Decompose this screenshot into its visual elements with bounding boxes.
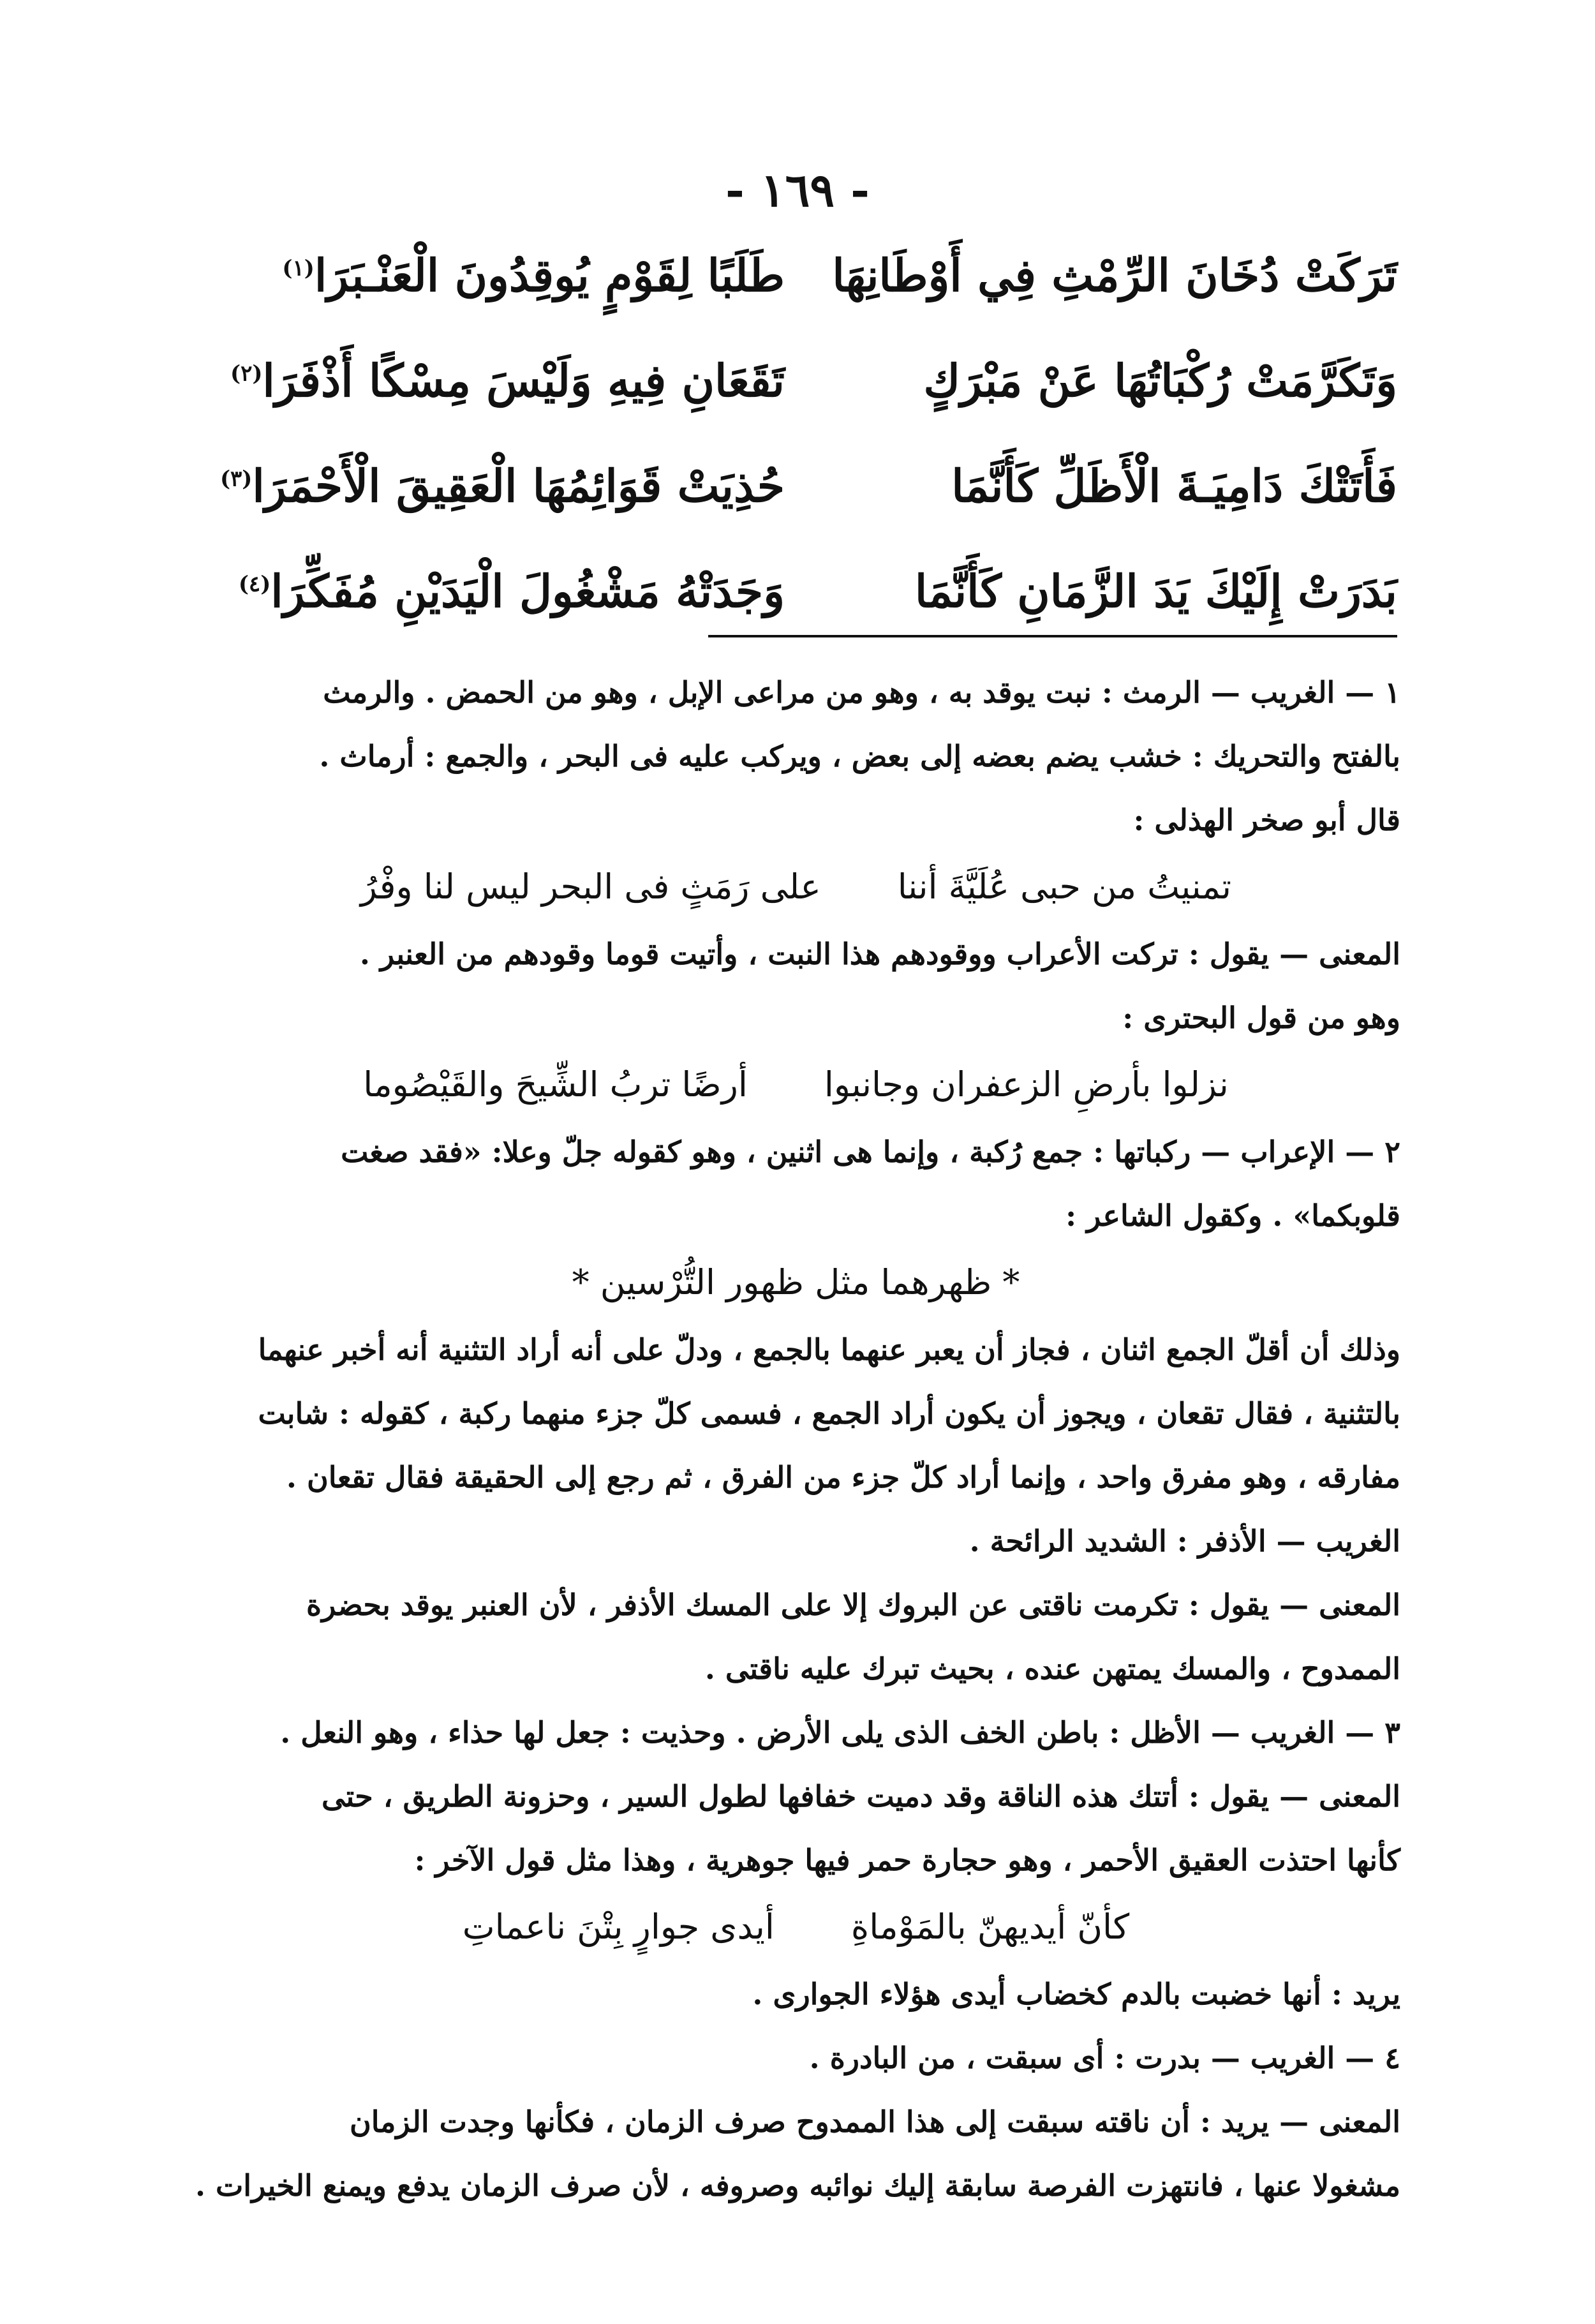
verse-4-first-hemistich: بَدَرَتْ إِلَيْكَ يَدَ الزَّمَانِ كَأَنَّمَا: [914, 565, 1397, 618]
note-line: المعنى — يقول : تكرمت ناقتى عن البروك إلا على المسك الأذفر ، لأن العنبر يوقد بحضرة: [306, 1588, 1400, 1622]
note-line: يريد : أنها خضبت بالدم كخضاب أيدى هؤلاء الجوارى .: [752, 1977, 1400, 2011]
footnote-divider: [708, 635, 1397, 637]
quoted-hemistich: أيدى جوارٍ بِتْنَ ناعماتِ: [462, 1907, 775, 1947]
note-line: ٤ — الغريب — بدرت : أى سبقت ، من البادرة .: [809, 2041, 1400, 2075]
note-line: قلوبكما» . وكقول الشاعر :: [1065, 1198, 1400, 1233]
poem-verses: [211, 249, 1397, 670]
verse-text: حُذِيَتْ قَوَائِمُهَا الْعَقِيقَ الْأَحْمَرَا: [252, 459, 785, 512]
note-line: ٣ — الغريب — الأظل : باطن الخف الذى يلى الأرض . وحذيت : جعل لها حذاء ، وهو النعل .: [280, 1715, 1400, 1750]
note-line: المعنى — يريد : أن ناقته سبقت إلى هذا الممدوح صرف الزمان ، فكأنها وجدت الزمان: [350, 2104, 1400, 2139]
verse-text: وَجَدَتْهُ مَشْغُولَ الْيَدَيْنِ مُفَكِّرَا: [271, 565, 785, 618]
verse-4-second-hemistich: [211, 565, 785, 618]
note-line: وهو من قول البحترى :: [1122, 1001, 1400, 1035]
note-line: مفارقه ، وهو مفرق واحد ، وإنما أراد كلّ جزء من الفرق ، ثم رجع إلى الحقيقة فقال تقعان .: [286, 1460, 1400, 1494]
note-line: كأنها احتذت العقيق الأحمر ، وهو حجارة حمر فيها جوهرية ، وهذا مثل قول الآخر :: [414, 1843, 1400, 1877]
note-line: الممدوح ، والمسك يمتهن عنده ، بحيث تبرك عليه ناقتى .: [704, 1651, 1400, 1686]
verse-3-second-hemistich: [211, 459, 785, 512]
quoted-hemistich: نزلوا بأرضِ الزعفران وجانبوا: [824, 1064, 1229, 1105]
note-line: المعنى — يقول : أتتك هذه الناقة وقد دميت خفافها لطول السير ، وحزونة الطريق ، حتى: [322, 1779, 1400, 1814]
note-line: ١ — الغريب — الرمث : نبت يوقد به ، وهو من مراعى الإبل ، وهو من الحمض . والرمث: [323, 675, 1400, 710]
verse-4: [211, 565, 1397, 670]
note-line: المعنى — يقول : تركت الأعراب ووقودهم هذا النبت ، وأتيت قوما وقودهم من العنبر .: [359, 937, 1400, 971]
note-line: بالتثنية ، فقال تقعان ، ويجوز أن يكون أراد الجمع ، فسمى كلّ جزء منهما ركبة ، كقوله : شابت: [258, 1396, 1400, 1431]
quoted-hemistich: أرضًا تربُ الشِّيحَ والقَيْصُوما: [363, 1064, 748, 1105]
note-line: مشغولا عنها ، فانتهزت الفرصة سابقة إليك نوائبه وصروفه ، لأن صرف الزمان يدفع ويمنع الخيرات .: [195, 2168, 1400, 2203]
verse-3: [211, 459, 1397, 565]
footnote-ref: (٤): [238, 571, 271, 597]
quoted-verse: [191, 1050, 1400, 1120]
note-line: بالفتح والتحريك : خشب يضم بعضه إلى بعض ، ويركب عليه فى البحر ، والجمع : أرماث .: [319, 739, 1400, 773]
quoted-hemistich: كأنّ أيديهنّ بالمَوْماةِ: [850, 1907, 1130, 1947]
verse-2: [211, 354, 1397, 459]
quoted-verse: * ظهرهما مثل ظهور التُّرْسين *: [572, 1262, 1020, 1302]
verse-2-first-hemistich: وَتَكَرَّمَتْ رُكْبَاتُهَا عَنْ مَبْرَكٍ: [923, 354, 1397, 407]
verse-1-second-hemistich: [211, 249, 785, 302]
verse-text: طَلَبًا لِقَوْمٍ يُوقِدُونَ الْعَنْـبَرَا: [314, 249, 785, 302]
note-line: الغريب — الأذفر : الشديد الرائحة .: [969, 1524, 1400, 1558]
verse-1: [211, 249, 1397, 354]
verse-2-second-hemistich: [211, 354, 785, 407]
page-number: - ١٦٩ -: [725, 163, 870, 217]
verse-text: تَقَعَانِ فِيهِ وَلَيْسَ مِسْكًا أَذْفَرَا: [262, 354, 785, 407]
footnote-ref: (٢): [230, 361, 263, 387]
note-line: وذلك أن أقلّ الجمع اثنان ، فجاز أن يعبر عنهما بالجمع ، ودلّ على أنه أراد التثنية أنه أخبر عنهما: [258, 1332, 1400, 1367]
footnotes: [191, 660, 1400, 2217]
quoted-verse: [191, 1892, 1400, 1962]
quoted-hemistich: على رَمَثٍ فى البحر ليس لنا وفْرُ: [360, 867, 821, 907]
footnote-ref: (١): [282, 255, 315, 281]
quoted-hemistich: تمنيتُ من حبى عُلَيَّةَ أننا: [897, 867, 1232, 907]
verse-1-first-hemistich: تَرَكَتْ دُخَانَ الرِّمْثِ فِي أَوْطَانِهَا: [832, 249, 1397, 302]
note-line: قال أبو صخر الهذلى :: [1133, 803, 1400, 837]
note-line: ٢ — الإعراب — ركباتها : جمع رُكبة ، وإنما هى اثنين ، وهو كقوله جلّ وعلا: «فقد صغت: [341, 1135, 1400, 1169]
quoted-verse: [191, 852, 1400, 922]
footnote-ref: (٣): [219, 466, 253, 492]
verse-3-first-hemistich: فَأَتَتْكَ دَامِيَـةَ الْأَظَلِّ كَأَنَّمَا: [951, 459, 1397, 512]
